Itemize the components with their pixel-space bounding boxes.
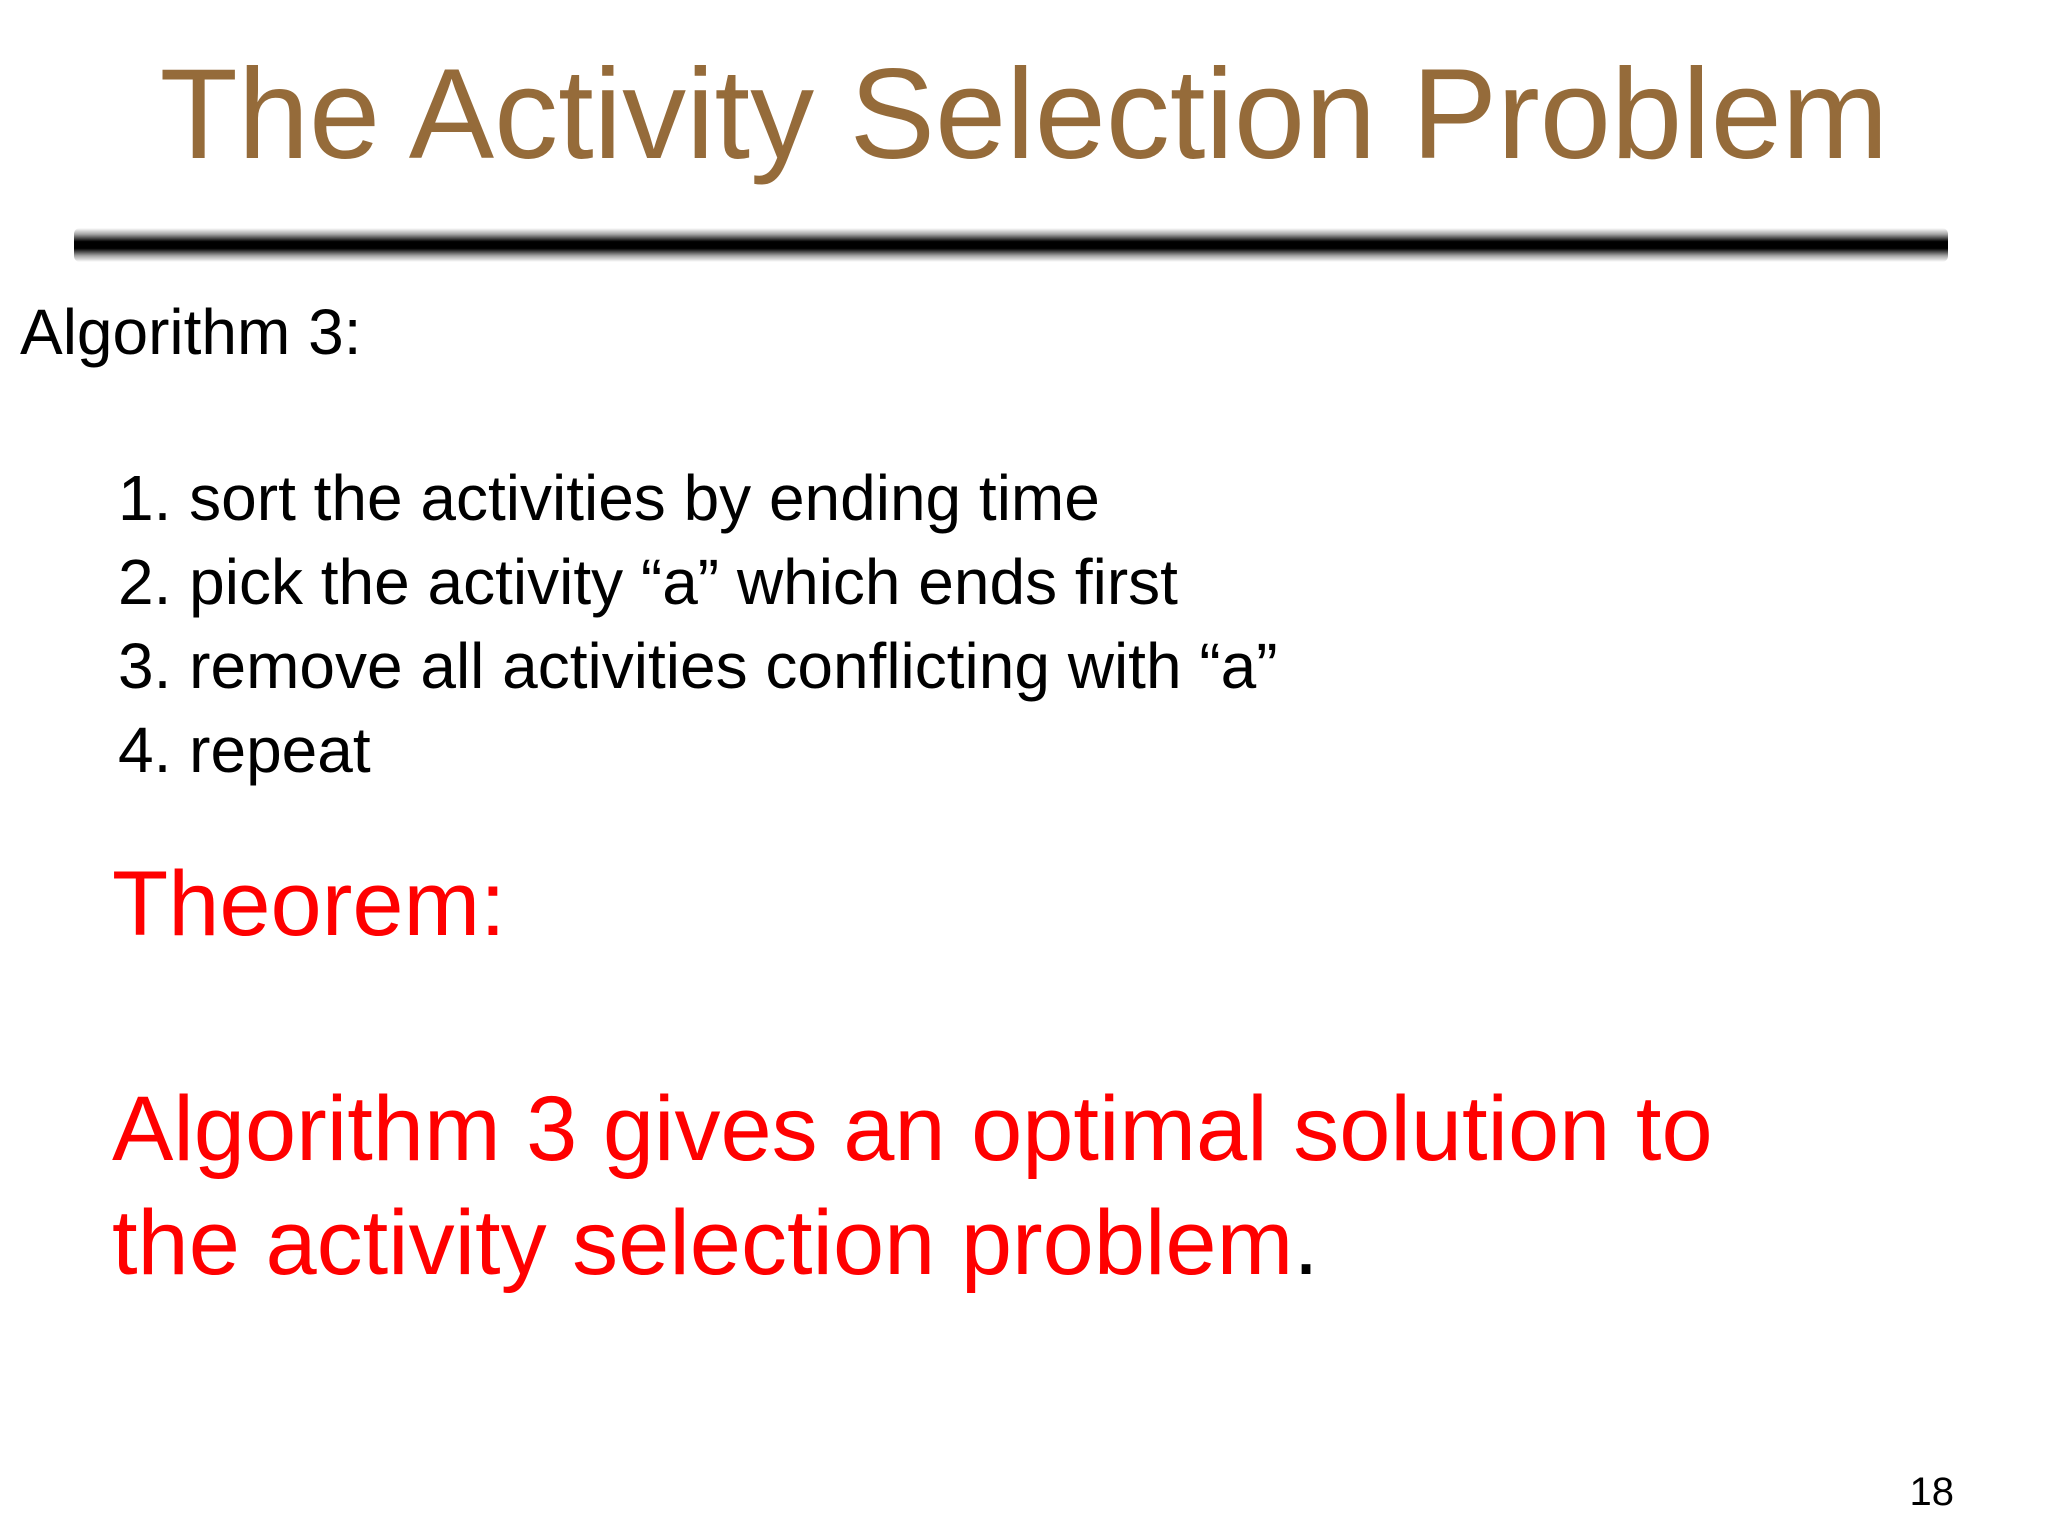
algorithm-heading: Algorithm 3:	[20, 296, 362, 368]
slide-title: The Activity Selection Problem	[159, 43, 1889, 186]
algorithm-step: 2. pick the activity “a” which ends first	[118, 546, 1178, 618]
theorem-line: Algorithm 3 gives an optimal solution to	[112, 1078, 1713, 1180]
algorithm-step: 1. sort the activities by ending time	[118, 462, 1100, 534]
page-number: 18	[1909, 1470, 1954, 1514]
theorem-line-last	[112, 1186, 1713, 1300]
theorem-label: Theorem:	[112, 853, 506, 955]
title-divider	[74, 228, 1948, 262]
algorithm-step: 4. repeat	[118, 714, 371, 786]
theorem-statement	[112, 1072, 1713, 1300]
theorem-period: .	[1293, 1192, 1319, 1294]
algorithm-steps-list	[118, 456, 1278, 792]
theorem-line: the activity selection problem	[112, 1192, 1294, 1294]
algorithm-step: 3. remove all activities conflicting with “a”	[118, 630, 1278, 702]
